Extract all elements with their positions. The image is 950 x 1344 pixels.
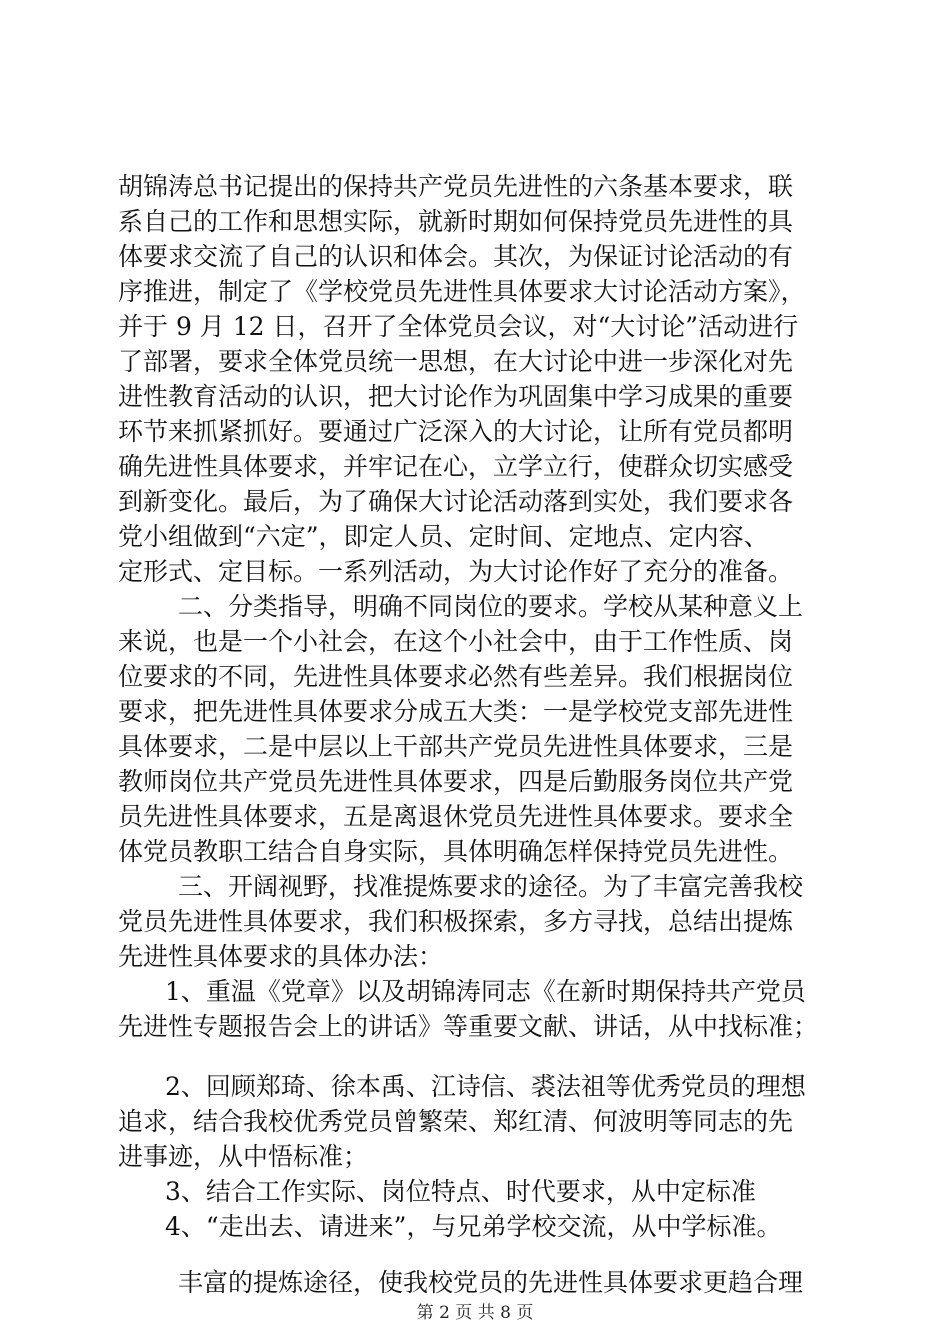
body-text-line: 追求，结合我校优秀党员曾繁荣、郑红清、何波明等同志的先	[118, 1107, 794, 1136]
body-text-line: 系自己的工作和思想实际，就新时期如何保持党员先进性的具	[118, 207, 794, 236]
section-heading-line: 二、分类指导，明确不同岗位的要求。学校从某种意义上	[178, 592, 804, 621]
body-text-line: 体要求交流了自己的认识和体会。其次，为保证讨论活动的有	[118, 242, 794, 271]
body-text-line: 要求，把先进性具体要求分成五大类：一是学校党支部先进性	[118, 697, 794, 726]
list-item-line: 3、结合工作实际、岗位特点、时代要求，从中定标准	[165, 1177, 756, 1206]
body-text-line: 确先进性具体要求，并牢记在心，立学立行，使群众切实感受	[118, 452, 794, 481]
body-text-line: 先进性具体要求的具体办法：	[118, 942, 444, 971]
body-text-line: 到新变化。最后，为了确保大讨论活动落到实处，我们要求各	[118, 487, 794, 516]
body-text-line: 胡锦涛总书记提出的保持共产党员先进性的六条基本要求，联	[118, 172, 794, 201]
body-text-line: 体党员教职工结合自身实际，具体明确怎样保持党员先进性。	[118, 837, 794, 866]
body-text-line: 教师岗位共产党员先进性具体要求，四是后勤服务岗位共产党	[118, 767, 794, 796]
list-item-line: 4、“走出去、请进来”，与兄弟学校交流，从中学标准。	[165, 1212, 782, 1241]
body-text-line: 党小组做到“六定”，即定人员、定时间、定地点、定内容、	[118, 522, 769, 551]
body-text-line: 了部署，要求全体党员统一思想，在大讨论中进一步深化对先	[118, 347, 794, 376]
body-text-line: 序推进，制定了《学校党员先进性具体要求大讨论活动方案》，	[118, 277, 806, 306]
list-item-line: 1、重温《党章》以及胡锦涛同志《在新时期保持共产党员	[165, 977, 806, 1006]
body-text-line: 环节来抓紧抓好。要通过广泛深入的大讨论，让所有党员都明	[118, 417, 794, 446]
body-text-line: 员先进性具体要求，五是离退休党员先进性具体要求。要求全	[118, 802, 794, 831]
body-text-line: 党员先进性具体要求，我们积极探索，多方寻找，总结出提炼	[118, 907, 794, 936]
page-footer: 第 2 页 共 8 页	[416, 1303, 534, 1323]
body-text-line: 来说，也是一个小社会，在这个小社会中，由于工作性质、岗	[118, 627, 794, 656]
list-item-line: 2、回顾郑琦、徐本禹、江诗信、裘法祖等优秀党员的理想	[165, 1072, 806, 1101]
body-text-line: 进性教育活动的认识，把大讨论作为巩固集中学习成果的重要	[118, 382, 794, 411]
body-text-line: 位要求的不同，先进性具体要求必然有些差异。我们根据岗位	[118, 662, 794, 691]
body-text-line: 丰富的提炼途径，使我校党员的先进性具体要求更趋合理	[178, 1268, 804, 1297]
body-text-line: 具体要求，二是中层以上干部共产党员先进性具体要求，三是	[118, 732, 794, 761]
body-text-line: 定形式、定目标。一系列活动，为大讨论作好了充分的准备。	[118, 557, 794, 586]
section-heading-line: 三、开阔视野，找准提炼要求的途径。为了丰富完善我校	[178, 872, 804, 901]
body-text-line: 并于 9 月 12 日，召开了全体党员会议，对“大讨论”活动进行	[118, 312, 799, 341]
body-text-line: 先进性专题报告会上的讲话》等重要文献、讲话，从中找标准；	[118, 1012, 819, 1041]
body-text-line: 进事迹，从中悟标准；	[118, 1142, 369, 1171]
